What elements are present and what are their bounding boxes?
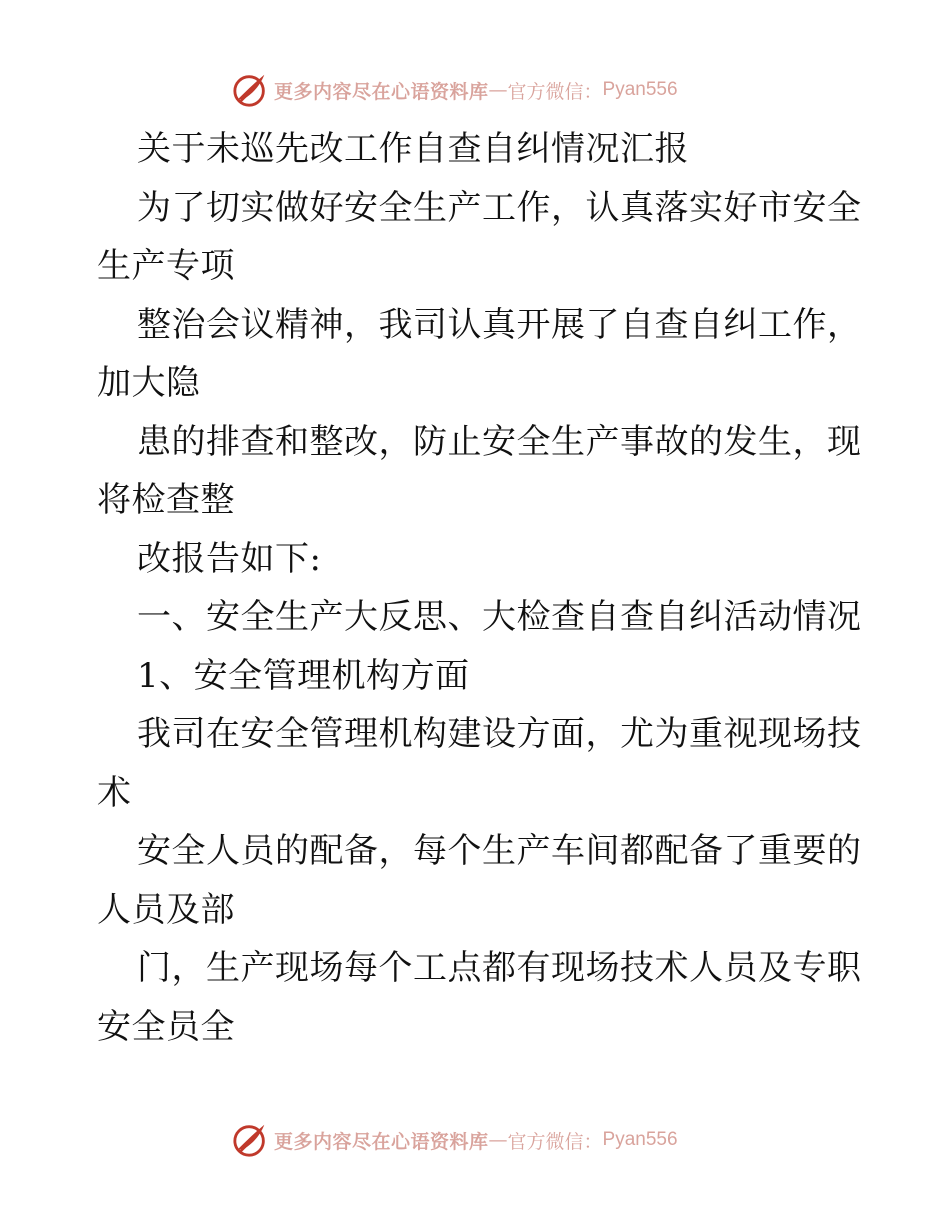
section-heading: 一、安全生产大反思、大检查自查自纠活动情况 <box>137 597 862 637</box>
document-title: 关于未巡先改工作自查自纠情况汇报 <box>137 129 689 169</box>
body-line: 患的排查和整改，防止安全生产事故的发生，现 <box>137 421 862 462</box>
body-line: 安全人员的配备，每个生产车间都配备了重要的 <box>137 831 862 871</box>
watermark-wechat-id: Pyan556 <box>602 1129 678 1150</box>
watermark-wechat-id: Pyan556 <box>602 79 678 100</box>
body-line: 加大隐 <box>97 363 201 403</box>
document-body <box>97 120 862 1056</box>
watermark-site-text: 更多内容尽在心语资料库 <box>274 80 489 103</box>
watermark-separator: — <box>488 1129 508 1151</box>
header-watermark <box>232 70 712 110</box>
watermark-separator: — <box>488 79 508 101</box>
body-line: 人员及部 <box>97 889 235 930</box>
footer-watermark <box>232 1120 712 1160</box>
body-line: 术 <box>97 772 132 813</box>
body-line: 改报告如下: <box>137 538 322 579</box>
body-line: 门，生产现场每个工点都有现场技术人员及专职 <box>137 948 862 988</box>
body-line: 整治会议精神，我司认真开展了自查自纠工作， <box>137 304 862 345</box>
body-line: 安全员全 <box>97 1006 235 1047</box>
body-line: 将检查整 <box>97 480 235 520</box>
watermark-wechat-label: 官方微信： <box>507 1130 603 1153</box>
watermark-wechat-label: 官方微信： <box>507 80 603 103</box>
body-line: 为了切实做好安全生产工作，认真落实好市安全 <box>137 187 862 228</box>
watermark-site-text: 更多内容尽在心语资料库 <box>274 1130 489 1153</box>
body-line: 生产专项 <box>97 246 235 286</box>
body-line: 我司在安全管理机构建设方面，尤为重视现场技 <box>137 714 862 754</box>
subsection-heading: 1、安全管理机构方面 <box>137 655 470 696</box>
quill-logo-icon <box>232 1121 270 1159</box>
quill-logo-icon <box>232 71 270 109</box>
